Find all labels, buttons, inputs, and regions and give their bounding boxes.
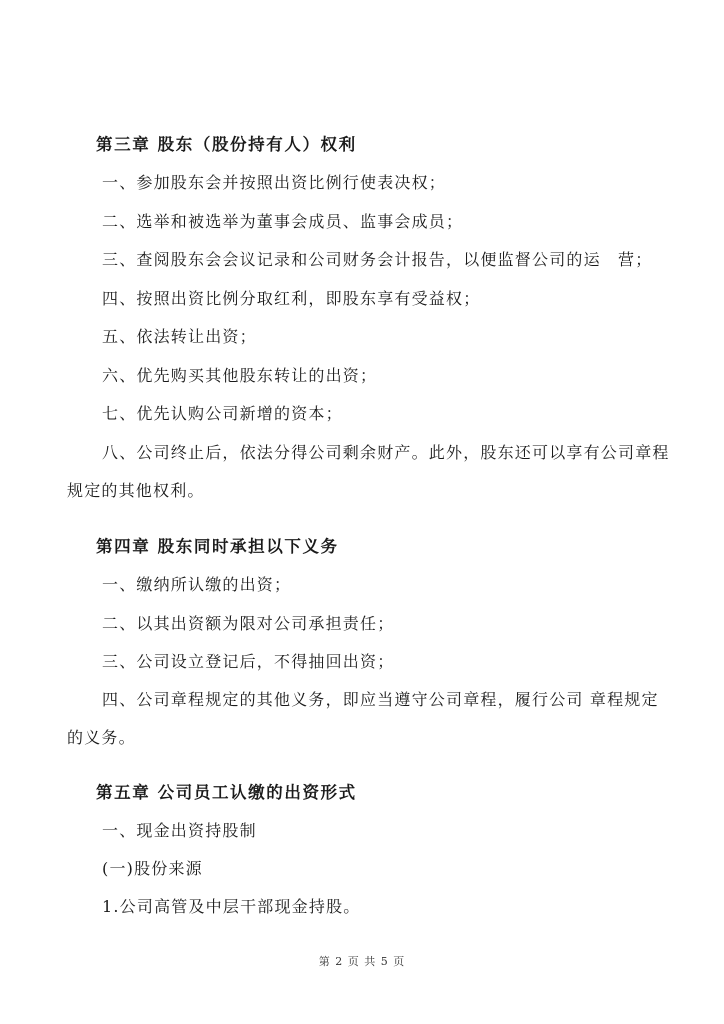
chapter-4-item-4: 四、公司章程规定的其他义务，即应当遵守公司章程，履行公司 章程规定 — [102, 690, 659, 709]
chapter-4-item-3: 三、公司设立登记后，不得抽回出资； — [102, 652, 395, 671]
chapter-5-heading: 第五章 公司员工认缴的出资形式 — [96, 783, 357, 802]
chapter-3-item-8: 八、公司终止后，依法分得公司剩余财产。此外，股东还可以享有公司章程 — [102, 443, 670, 462]
chapter-3-item-2: 二、选举和被选举为董事会成员、监事会成员； — [102, 212, 464, 231]
chapter-4-item-4-continued: 的义务。 — [67, 728, 136, 747]
chapter-4-heading: 第四章 股东同时承担以下义务 — [96, 537, 339, 556]
chapter-4-item-2: 二、以其出资额为限对公司承担责任； — [102, 614, 395, 633]
chapter-5-item-1-1: 1.公司高管及中层干部现金持股。 — [102, 897, 361, 916]
chapter-3-item-7: 七、优先认购公司新增的资本； — [102, 404, 343, 423]
chapter-3-item-6: 六、优先购买其他股东转让的出资； — [102, 366, 378, 385]
chapter-5-item-1: 一、现金出资持股制 — [102, 821, 257, 840]
page-number-footer: 第 2 页 共 5 页 — [318, 955, 406, 968]
chapter-4-item-1: 一、缴纳所认缴的出资； — [102, 575, 292, 594]
chapter-3-item-4: 四、按照出资比例分取红利，即股东享有受益权； — [102, 289, 481, 308]
chapter-3-item-8-continued: 规定的其他权利。 — [67, 481, 205, 500]
chapter-3-item-1: 一、参加股东会并按照出资比例行使表决权； — [102, 173, 447, 192]
chapter-5-subheading: (一)股份来源 — [102, 859, 203, 878]
chapter-3-item-5: 五、依法转让出资； — [102, 327, 257, 346]
chapter-3-item-3: 三、查阅股东会会议记录和公司财务会计报告，以便监督公司的运 营； — [102, 250, 653, 269]
chapter-3-heading: 第三章 股东（股份持有人）权利 — [96, 135, 357, 154]
